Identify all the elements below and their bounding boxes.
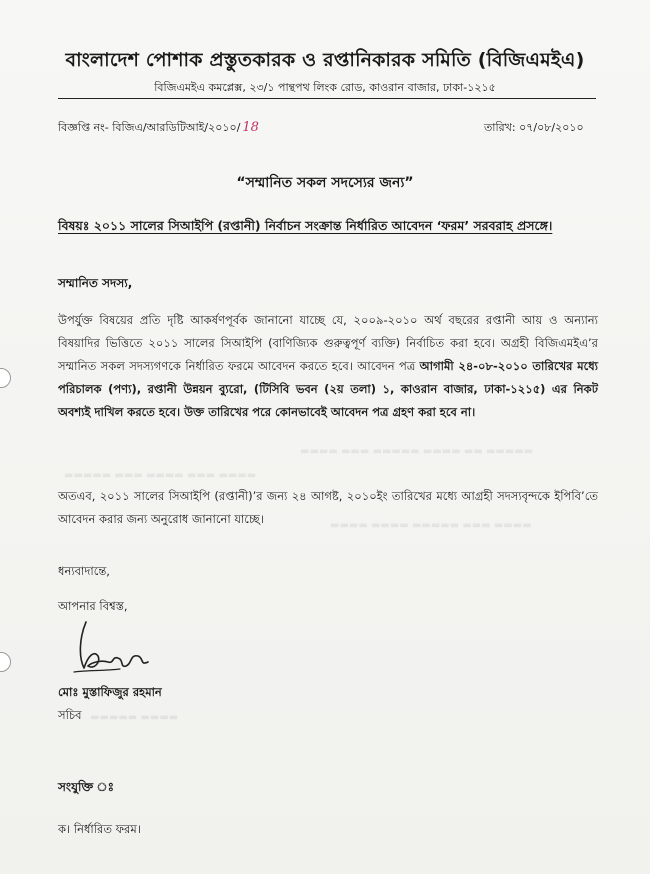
organization-name: বাংলাদেশ পোশাক প্রস্তুতকারক ও রপ্তানিকারক সমিতি (বিজিএমইএ) bbox=[65, 49, 585, 71]
enclosure-label: সংযুক্তি ঃ bbox=[58, 780, 115, 794]
bleed-through-text: ▬▬▬▬▬ ▬▬▬▬ bbox=[90, 712, 179, 723]
body-paragraph-2: অতএব, ২০১১ সালের সিআইপি (রপ্তানী)’র জন্য ২৪ আগষ্ট, ২০১০ইং তারিখের মধ্যে আগ্রহী সদস্যবৃন্দকে ইপিবি’তে আবেদন করার জন্য অনুরোধ জানানো যাচ্ছে। bbox=[58, 489, 598, 526]
signer-name: মোঃ মুস্তাফিজুর রহমান bbox=[58, 685, 162, 699]
memo-date: তারিখ: ০৭/০৮/২০১০ bbox=[484, 121, 584, 134]
paragraph-1-text: উপর্যুক্ত বিষয়ের প্রতি দৃষ্টি আকর্ষণপূর্বক জানানো যাচ্ছে যে, ২০০৯-২০১০ অর্থ বছরের রপ্তানী আয় ও অন্যান্য বিষয়াদির ভিত্তিতে ২০১১ সালের সিআইপি (বাণিজ্যিক গুরুত্বপূর্ণ ব্যক্তি) নির্বাচিত করা হবে। অগ্রহী বিজিএমইএ’র সম্মানিত সকল সদস্যগণকে নির্ধারিত ফরমে আবেদন করতে হবে। আবেদন পত্র bbox=[58, 313, 598, 373]
signer-title: সচিব bbox=[58, 708, 82, 722]
subject-line: বিষয়ঃ ২০১১ সালের সিআইপি (রপ্তানী) নির্বাচন সংক্রান্ত নির্ধারিত আবেদন ‘ফরম’ সরবরাহ প্রসঙ্গে। bbox=[58, 218, 553, 233]
memo-number-prefix: বিজ্ঞপ্তি নং- বিজিএ/আরডিটিআই/২০১০/ bbox=[58, 121, 241, 134]
greeting: সম্মানিত সদস্য, bbox=[58, 276, 133, 290]
punch-hole bbox=[0, 368, 11, 388]
memo-number bbox=[58, 119, 259, 138]
signature bbox=[68, 616, 158, 678]
enclosure-item: ক। নির্ধারিত ফরম। bbox=[58, 822, 141, 836]
bleed-through-text: ▬▬▬▬ ▬▬▬▬ ▬▬▬▬▬ ▬▬▬ ▬▬▬▬ bbox=[330, 520, 532, 531]
organization-address: বিজিএমইএ কমপ্লেক্স, ২৩/১ পান্থপথ লিংক রোড, কাওরান বাজার, ঢাকা-১২১৫ bbox=[154, 81, 496, 94]
closing-thanks: ধন্যবাদান্তে, bbox=[58, 564, 110, 578]
header-divider bbox=[58, 98, 596, 99]
punch-hole bbox=[0, 652, 11, 672]
closing-yours: আপনার বিশ্বস্ত, bbox=[58, 599, 128, 613]
memo-number-handwritten: 18 bbox=[242, 120, 259, 135]
paragraph-1-bold-text: আগামী ২৪-০৮-২০১০ তারিখের মধ্যে পরিচালক (পণ্য), রপ্তানী উন্নয়ন ব্যুরো, (টিসিবি ভবন (২য় তলা) ১, কাওরান বাজার, ঢাকা-১২১৫) এর নিকট অবশ্যই দাখিল করতে হবে। উক্ত তারিখের পরে কোনভাবেই আবেদন পত্র গ্রহণ করা হবে না। bbox=[58, 359, 598, 419]
notice-heading: “সম্মানিত সকল সদস্যের জন্য” bbox=[236, 175, 414, 191]
bleed-through-text: ▬▬▬▬▬ ▬▬▬ ▬▬▬▬ ▬▬▬ ▬▬▬▬ bbox=[64, 470, 257, 481]
body-paragraph-1 bbox=[58, 309, 598, 424]
bleed-through-text: ▬▬▬▬ ▬▬▬ ▬▬▬▬▬ ▬▬▬▬ ▬▬ ▬▬▬▬▬ bbox=[300, 446, 534, 457]
